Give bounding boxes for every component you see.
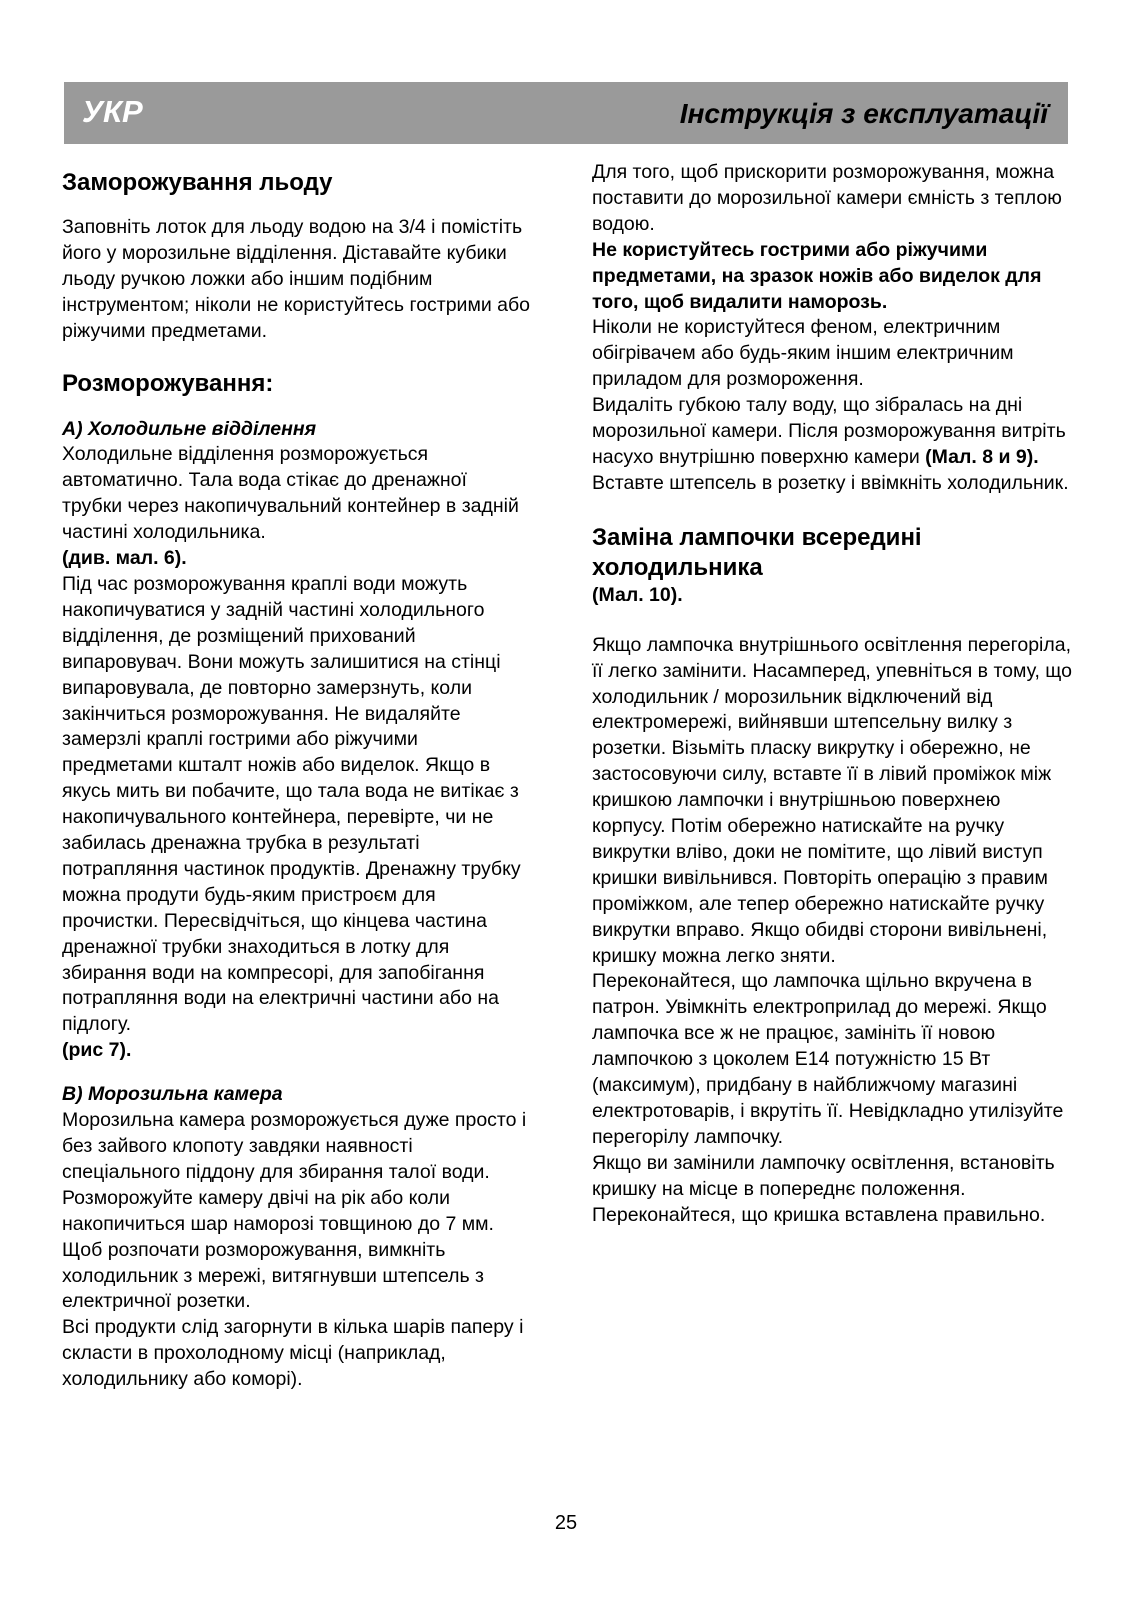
- fridge-figure-ref-6: (див. мал. 6).: [62, 547, 187, 570]
- freezer-defrost-text-1: Морозильна камера розморожується дуже просто і без зайвого клопоту завдяки наявності спеціального піддону для збирання талої води.: [62, 1109, 527, 1183]
- sharp-objects-warning: Не користуйтесь гострими або ріжучими предметами, на зразок ножів або виделок для того, щоб видалити наморозь.: [592, 238, 1042, 313]
- manual-title: Інструкція з експлуатації: [679, 98, 1048, 129]
- right-column: [592, 160, 1072, 1229]
- no-hairdryer-text: Ніколи не користуйтеся феном, електричним обігрівачем або будь-яким іншим електричним приладом для розмороження.: [592, 316, 1014, 391]
- figure-ref-8-9: (Мал. 8 и 9).: [925, 445, 1039, 468]
- defrosting-heading: Розморожування:: [62, 369, 274, 397]
- freezer-defrost-text-2: Розморожуйте камеру двічі на рік або коли накопичиться шар наморозі товщиною до 7 мм. Щоб розпочати розморожування, вимкніть холодильник з мережі, витягнувши штепсель з електричної розетки.: [62, 1186, 494, 1313]
- speed-up-defrost-text: Для того, щоб прискорити розморожування, можна поставити до морозильної камери ємність з теплою водою.: [592, 161, 1062, 235]
- lamp-replacement-text-2: Переконайтеся, що лампочка щільно вкручена в патрон. Увімкніть електроприлад до мережі. Якщо лампочка все ж не працює, замініть її новою лампочкою з цоколем Е14 потужністю 15 Вт (максимум), придбану в найближчому магазині електротоварів, і вкрутіть її. Невідкладно утилізуйте перегорілу лампочку.: [592, 970, 1064, 1148]
- left-column: [62, 160, 532, 1393]
- header-bar: [64, 82, 1068, 144]
- ice-freezing-heading: Заморожування льоду: [62, 169, 333, 196]
- freezer-defrost-text-3: Всі продукти слід загорнути в кілька шарів паперу і скласти в прохолодному місці (наприклад, холодильнику або коморі).: [62, 1316, 524, 1391]
- lamp-replacement-text-1: Якщо лампочка внутрішнього освітлення перегоріла, її легко замінити. Насамперед, упевніться в тому, що холодильник / морозильник відключений від електромережі, вийнявши штепсельну вилку з розетки. Візьміть пласку викрутку і обережно, не застосовуючи силу, вставте її в лівий проміжок між кришкою лампочки і внутрішньою поверхнею корпусу. Потім обережно натискайте на ручку викрутки вліво, доки не помітите, що лівий виступ кришки вивільнився. Повторіть операцію з правим проміжком, але тепер обережно натискайте ручку викрутки вправо. Якщо обидві сторони вивільнені, кришку можна легко зняти.: [592, 633, 1072, 967]
- fridge-figure-ref-7: (рис 7).: [62, 1039, 132, 1062]
- figure-ref-10: (Мал. 10).: [592, 583, 683, 606]
- freezer-compartment-subheading: В) Морозильна камера: [62, 1083, 283, 1106]
- ice-freezing-text: Заповніть лоток для льоду водою на 3/4 і помістіть його у морозильне відділення. Діставайте кубики льоду ручкою ложки або іншим подібним інструментом; ніколи не користуйтесь гострими або ріжучими предметами.: [62, 216, 531, 342]
- language-label: УКР: [82, 94, 143, 129]
- lamp-replacement-text-3: Якщо ви замінили лампочку освітлення, встановіть кришку на місце в попереднє положення. Переконайтеся, що кришка вставлена правильно.: [592, 1151, 1055, 1226]
- remove-water-text: [592, 393, 1072, 471]
- lamp-replacement-heading: Заміна лампочки всередині холодильника: [592, 523, 922, 581]
- fridge-defrost-text-1: Холодильне відділення розморожується автоматично. Тала вода стікає до дренажної трубки через накопичувальний контейнер в задній частині холодильника.: [62, 443, 519, 544]
- fridge-compartment-subheading: А) Холодильне відділення: [62, 417, 317, 440]
- page-number: 25: [554, 1512, 578, 1534]
- remove-water-body: Видаліть губкою талу воду, що зібралась на дні морозильної камери. Після розморожування витріть насухо внутрішню поверхню камери: [592, 394, 1066, 468]
- fridge-defrost-text-2: Під час розморожування краплі води можуть накопичуватися у задній частині холодильного відділення, де розміщений прихований випаровувач. Вони можуть залишитися на стінці випаровувала, де повторно замерзнуть, коли закінчиться розморожування. Не видаляйте замерзлі краплі гострими або ріжучими предметами кшталт ножів або виделок. Якщо в якусь мить ви побачите, що тала вода не витікає з накопичувального контейнера, перевірте, чи не забилась дренажна трубка в результаті потрапляння частинок продуктів. Дренажну трубку можна продути будь-яким пристроєм для прочистки. Пересвідчіться, що кінцева частина дренажної трубки знаходиться в лотку для збирання води на компресорі, для запобігання потрапляння води на електричні частини або на підлогу.: [62, 572, 521, 1036]
- plug-in-text: Вставте штепсель в розетку і ввімкніть холодильник.: [592, 471, 1069, 494]
